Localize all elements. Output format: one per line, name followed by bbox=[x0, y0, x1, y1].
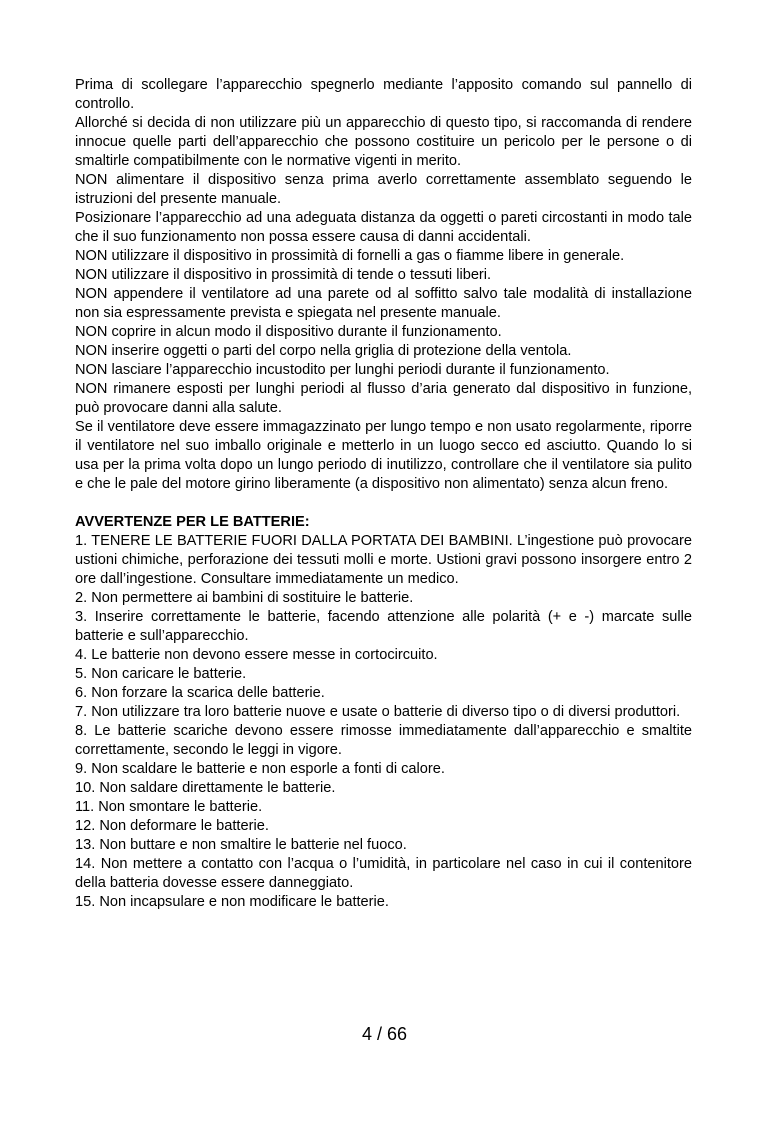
paragraph-cover: NON coprire in alcun modo il dispositivo durante il funzionamento. bbox=[75, 324, 502, 340]
paragraph-unattended: NON lasciare l’apparecchio incustodito per lunghi periodi durante il funzionamento. bbox=[75, 362, 610, 378]
battery-item: 5. Non caricare le batterie. bbox=[75, 666, 247, 682]
paragraph-positioning: Posizionare l’apparecchio ad una adeguata distanza da oggetti o pareti circostanti in modo tale che il suo funzionamento non possa essere causa di danni accidentali. bbox=[75, 210, 692, 245]
battery-item: 13. Non buttare e non smaltire le batterie nel fuoco. bbox=[75, 837, 407, 853]
battery-item: 9. Non scaldare le batterie e non esporle a fonti di calore. bbox=[75, 761, 445, 777]
battery-item: 15. Non incapsulare e non modificare le batterie. bbox=[75, 894, 389, 910]
battery-item: 1. TENERE LE BATTERIE FUORI DALLA PORTATA DEI BAMBINI. L’ingestione può provocare ustioni chimiche, perforazione dei tessuti molli e morte. Ustioni gravi possono insorgere entro 2 ore dall’ingestione. Consultare immediatamente un medico. bbox=[75, 533, 692, 587]
paragraph-disconnect: Prima di scollegare l’apparecchio spegnerlo mediante l’apposito comando sul pannello di controllo. bbox=[75, 77, 692, 112]
paragraph-storage: Se il ventilatore deve essere immagazzinato per lungo tempo e non usato regolarmente, riporre il ventilatore nel suo imballo originale e metterlo in un luogo secco ed asciutto. Quando lo si usa per la prima volta dopo un lungo periodo di inutilizzo, controllare che il ventilatore sia pulito e che le pale del motore girino liberamente (a dispositivo non alimentato) senza alcun freno. bbox=[75, 419, 692, 492]
battery-item: 2. Non permettere ai bambini di sostituire le batterie. bbox=[75, 590, 414, 606]
paragraph-wall-mount: NON appendere il ventilatore ad una parete od al soffitto salvo tale modalità di installazione non sia espressamente prevista e spiegata nel presente manuale. bbox=[75, 286, 692, 321]
battery-item: 14. Non mettere a contatto con l’acqua o l’umidità, in particolare nel caso in cui il contenitore della batteria dovesse essere danneggiato. bbox=[75, 856, 692, 891]
battery-item: 10. Non saldare direttamente le batterie. bbox=[75, 780, 336, 796]
battery-warnings-heading: AVVERTENZE PER LE BATTERIE: bbox=[75, 514, 310, 530]
battery-item: 6. Non forzare la scarica delle batterie. bbox=[75, 685, 325, 701]
paragraph-curtains: NON utilizzare il dispositivo in prossimità di tende o tessuti liberi. bbox=[75, 267, 492, 283]
paragraph-assembly: NON alimentare il dispositivo senza prima averlo correttamente assemblato seguendo le istruzioni del presente manuale. bbox=[75, 172, 692, 207]
battery-item: 8. Le batterie scariche devono essere rimosse immediatamente dall’apparecchio e smaltite correttamente, secondo le leggi in vigore. bbox=[75, 723, 692, 758]
paragraph-grille: NON inserire oggetti o parti del corpo nella griglia di protezione della ventola. bbox=[75, 343, 572, 359]
page-number: 4 / 66 bbox=[361, 1024, 408, 1044]
battery-item: 7. Non utilizzare tra loro batterie nuove e usate o batterie di diverso tipo o di diversi produttori. bbox=[75, 704, 681, 720]
battery-item: 3. Inserire correttamente le batterie, facendo attenzione alle polarità (+ e -) marcate sulle batterie e sull’apparecchio. bbox=[75, 609, 692, 644]
paragraph-airflow: NON rimanere esposti per lunghi periodi al flusso d’aria generato dal dispositivo in funzione, può provocare danni alla salute. bbox=[75, 381, 692, 416]
paragraph-gas-flames: NON utilizzare il dispositivo in prossimità di fornelli a gas o fiamme libere in generale. bbox=[75, 248, 625, 264]
document-page bbox=[75, 76, 692, 912]
battery-item: 4. Le batterie non devono essere messe in cortocircuito. bbox=[75, 647, 438, 663]
battery-item: 11. Non smontare le batterie. bbox=[75, 799, 263, 815]
paragraph-disposal: Allorché si decida di non utilizzare più un apparecchio di questo tipo, si raccomanda di rendere innocue quelle parti dell’apparecchio che possono costituire un pericolo per le persone o di smaltirle compatibilmente con le normative vigenti in merito. bbox=[75, 115, 692, 169]
battery-item: 12. Non deformare le batterie. bbox=[75, 818, 269, 834]
